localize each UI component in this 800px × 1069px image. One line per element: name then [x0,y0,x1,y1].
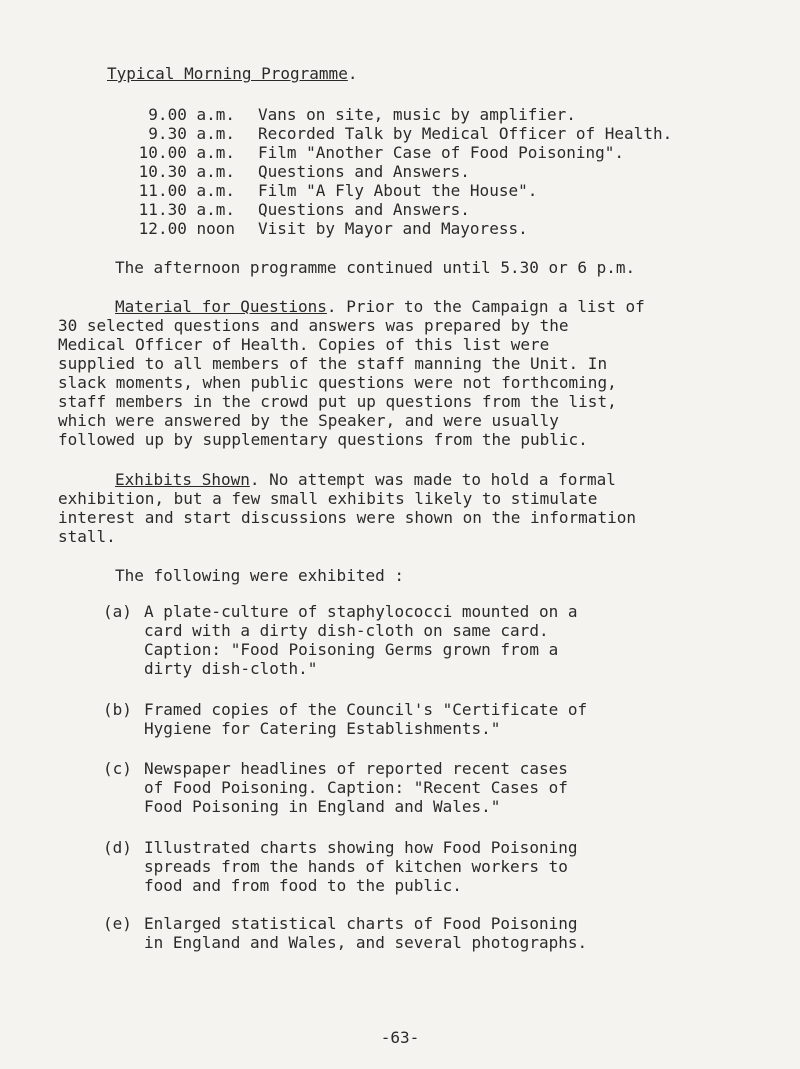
exhibits-text-line: interest and start discussions were shown on the information [58,508,636,527]
exhibit-text-line: Food Poisoning in England and Wales." [144,797,501,816]
exhibits-text-line: . No attempt was made to hold a formal [249,470,616,489]
exhibit-text-line: Hygiene for Catering Establishments." [144,719,501,738]
schedule-event: Vans on site, music by amplifier. [258,105,576,124]
exhibits-heading: Exhibits Shown [115,470,250,489]
exhibit-label: (d) [103,838,132,857]
schedule-time: 11.30 a.m. [138,200,235,219]
exhibit-label: (b) [103,700,132,719]
schedule-event: Questions and Answers. [258,162,470,181]
questions-text-line: followed up by supplementary questions from the public. [58,430,588,449]
questions-heading: Material for Questions [115,297,327,316]
exhibits-paragraph-first-line [115,470,616,489]
questions-text-line: 30 selected questions and answers was prepared by the [58,316,569,335]
exhibits-intro: The following were exhibited : [115,566,404,585]
schedule-event: Film "A Fly About the House". [258,181,538,200]
schedule-time: 12.00 noon [138,219,235,238]
questions-text-line: Medical Officer of Health. Copies of this list were [58,335,550,354]
schedule-event: Recorded Talk by Medical Officer of Health. [258,124,673,143]
questions-text-line: staff members in the crowd put up questions from the list, [58,392,617,411]
exhibits-text-line: stall. [58,527,116,546]
schedule-time: 10.00 a.m. [138,143,235,162]
exhibit-text-line: Caption: "Food Poisoning Germs grown from a [144,640,559,659]
programme-title-suffix: . [347,64,358,83]
afternoon-note: The afternoon programme continued until 5.30 or 6 p.m. [115,258,636,277]
exhibit-label: (c) [103,759,132,778]
programme-title: Typical Morning Programme [107,64,348,83]
exhibit-text-line: dirty dish-cloth." [144,659,318,678]
schedule-event: Film "Another Case of Food Poisoning". [258,143,625,162]
schedule-time: 11.00 a.m. [138,181,235,200]
exhibit-text-line: A plate-culture of staphylococci mounted on a [144,602,578,621]
programme-heading-line [107,64,357,83]
exhibit-text-line: Framed copies of the Council's "Certificate of [144,700,588,719]
schedule-time: 10.30 a.m. [138,162,235,181]
schedule-event: Questions and Answers. [258,200,470,219]
schedule-time: 9.00 a.m. [148,105,235,124]
questions-text-line: . Prior to the Campaign a list of [326,297,645,316]
exhibit-label: (e) [103,914,132,933]
exhibit-text-line: spreads from the hands of kitchen workers to [144,857,568,876]
schedule-time: 9.30 a.m. [148,124,235,143]
questions-text-line: supplied to all members of the staff manning the Unit. In [58,354,608,373]
exhibit-text-line: Newspaper headlines of reported recent cases [144,759,568,778]
questions-text-line: slack moments, when public questions were not forthcoming, [58,373,617,392]
schedule-event: Visit by Mayor and Mayoress. [258,219,528,238]
exhibit-text-line: card with a dirty dish-cloth on same card. [144,621,549,640]
exhibit-text-line: food and from food to the public. [144,876,462,895]
exhibit-text-line: Illustrated charts showing how Food Poisoning [144,838,578,857]
exhibit-label: (a) [103,602,132,621]
questions-paragraph-first-line [115,297,645,316]
page-number: -63- [380,1028,420,1047]
exhibit-text-line: in England and Wales, and several photographs. [144,933,588,952]
exhibit-text-line: of Food Poisoning. Caption: "Recent Cases of [144,778,568,797]
exhibits-text-line: exhibition, but a few small exhibits likely to stimulate [58,489,598,508]
questions-text-line: which were answered by the Speaker, and were usually [58,411,559,430]
exhibit-text-line: Enlarged statistical charts of Food Poisoning [144,914,578,933]
